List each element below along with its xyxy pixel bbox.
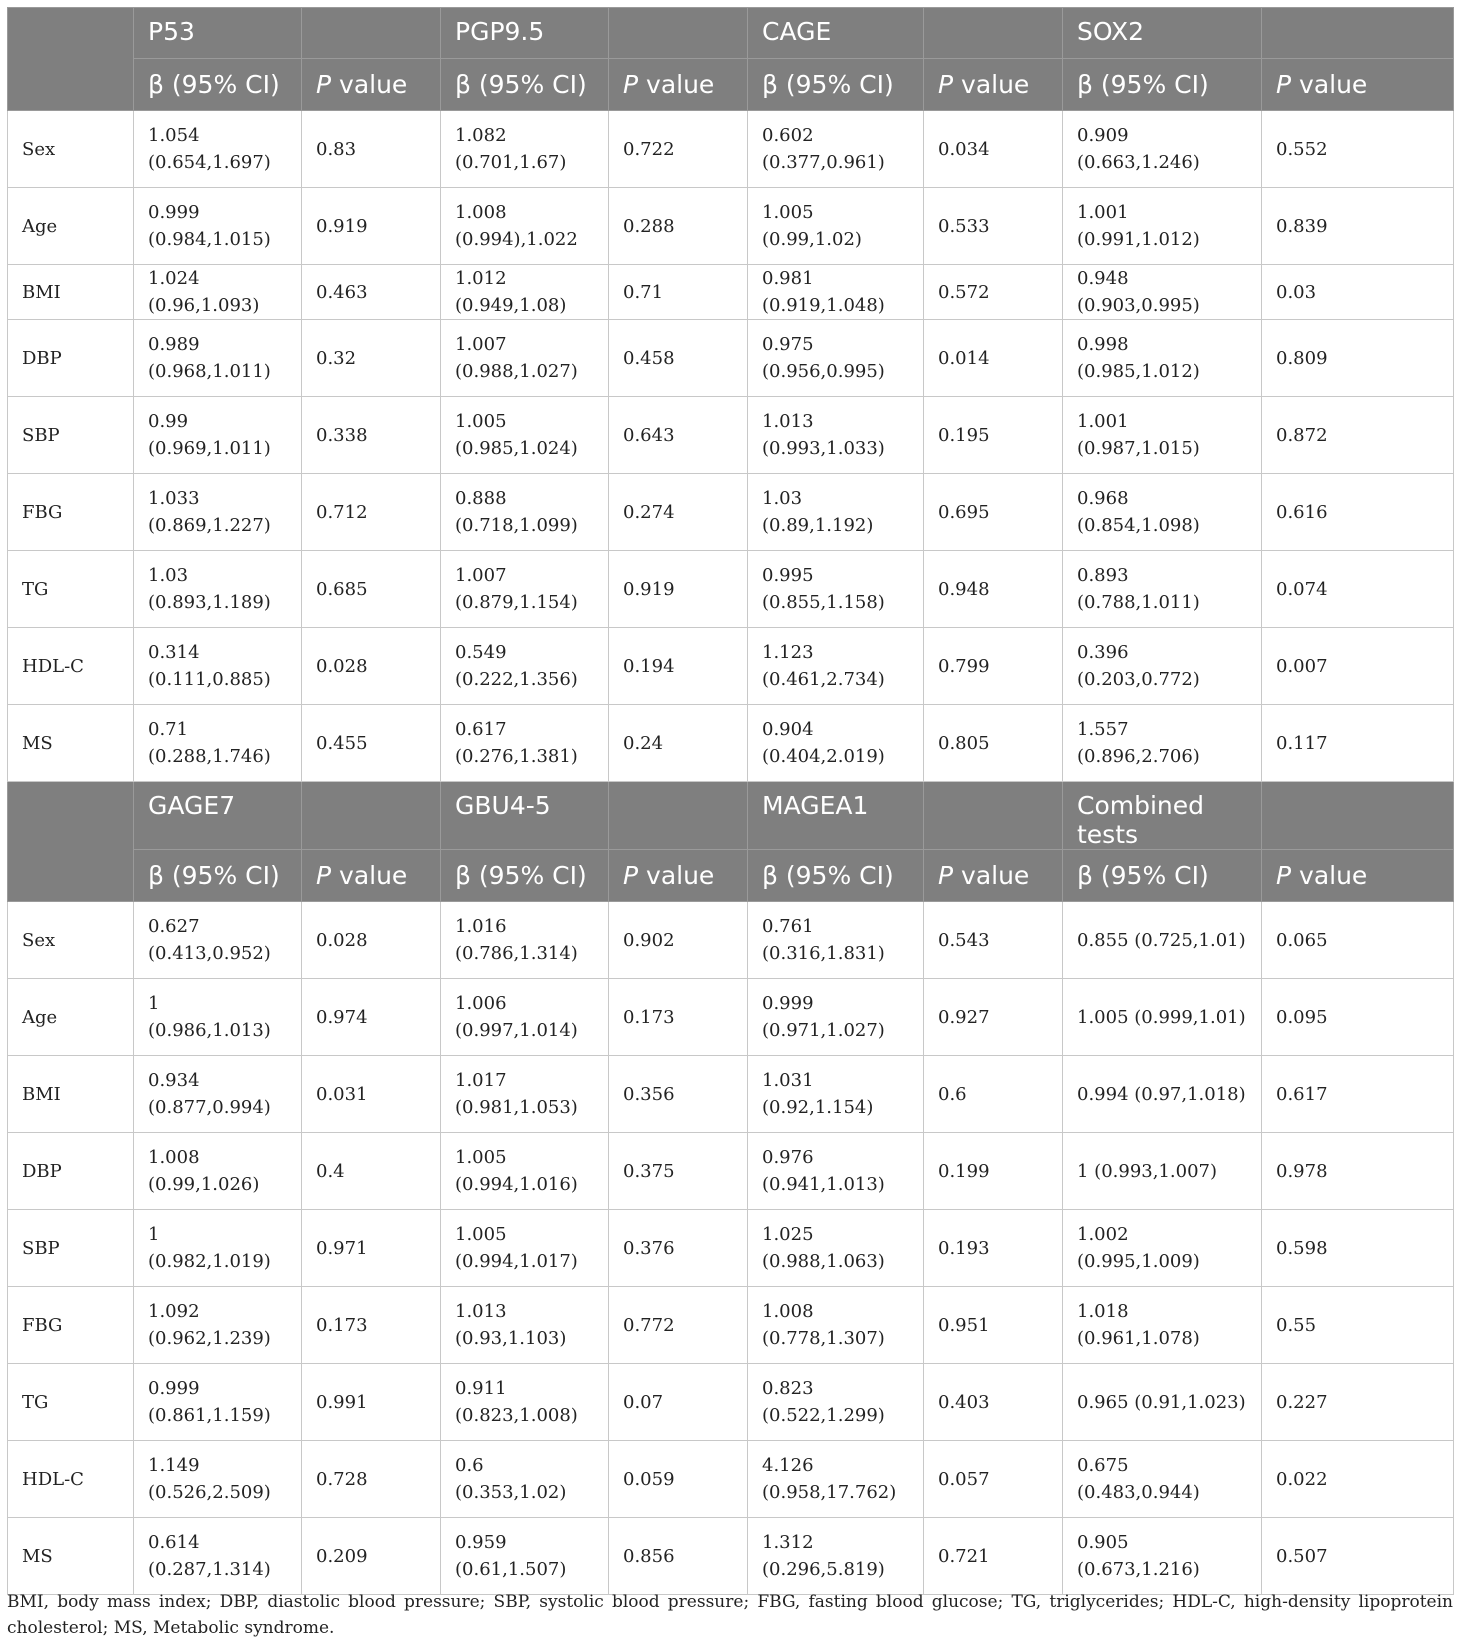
p-value-cell: 0.117: [1262, 705, 1454, 782]
beta-ci-cell: 1.012 (0.949,1.08): [441, 265, 609, 320]
p-value-cell: 0.839: [1262, 188, 1454, 265]
row-label: Age: [8, 188, 134, 265]
group-header: MAGEA1: [748, 782, 924, 850]
p-italic: P: [623, 861, 639, 890]
beta-ci-cell: 0.995 (0.855,1.158): [748, 551, 924, 628]
beta-ci-cell: 0.823 (0.522,1.299): [748, 1364, 924, 1441]
beta-ci-cell: 1.005 (0.994,1.017): [441, 1210, 609, 1287]
row-label: Sex: [8, 902, 134, 979]
beta-ci-cell: 1.005 (0.985,1.024): [441, 397, 609, 474]
group-header-spacer: [609, 8, 748, 59]
p-value-cell: 0.572: [924, 265, 1063, 320]
p-value-cell: 0.695: [924, 474, 1063, 551]
beta-ci-cell: 0.999 (0.971,1.027): [748, 979, 924, 1056]
regression-table: [7, 7, 1454, 1595]
p-value-cell: 0.376: [609, 1210, 748, 1287]
p-value-cell: 0.356: [609, 1056, 748, 1133]
beta-ci-cell: 0.761 (0.316,1.831): [748, 902, 924, 979]
p-value-cell: 0.978: [1262, 1133, 1454, 1210]
table-row: [8, 705, 1454, 782]
row-label: SBP: [8, 1210, 134, 1287]
p-value-cell: 0.919: [302, 188, 441, 265]
beta-ci-cell: 0.627 (0.413,0.952): [134, 902, 302, 979]
beta-ci-cell: 1.025 (0.988,1.063): [748, 1210, 924, 1287]
p-value-cell: 0.288: [609, 188, 748, 265]
p-value-cell: 0.028: [302, 902, 441, 979]
p-italic: P: [1276, 861, 1292, 890]
p-value-word: value: [953, 70, 1030, 99]
row-label: FBG: [8, 474, 134, 551]
beta-ci-cell: 0.905 (0.673,1.216): [1063, 1518, 1262, 1595]
p-value-cell: 0.028: [302, 628, 441, 705]
table-row: [8, 628, 1454, 705]
beta-ci-cell: 0.396 (0.203,0.772): [1063, 628, 1262, 705]
p-value-cell: 0.919: [609, 551, 748, 628]
group-header: CAGE: [748, 8, 924, 59]
row-label: Age: [8, 979, 134, 1056]
table-container: [7, 7, 1453, 1595]
p-value-cell: 0.193: [924, 1210, 1063, 1287]
group-header-spacer: [924, 782, 1063, 850]
p-value-cell: 0.403: [924, 1364, 1063, 1441]
p-value-cell: 0.971: [302, 1210, 441, 1287]
group-header: PGP9.5: [441, 8, 609, 59]
group-header: SOX2: [1063, 8, 1262, 59]
p-value-header: [924, 850, 1063, 902]
table-body: [8, 8, 1454, 1595]
p-value-cell: 0.809: [1262, 320, 1454, 397]
beta-ci-header: β (95% CI): [441, 850, 609, 902]
beta-ci-cell: 1.03 (0.89,1.192): [748, 474, 924, 551]
p-value-cell: 0.83: [302, 111, 441, 188]
p-value-cell: 0.951: [924, 1287, 1063, 1364]
p-value-cell: 0.685: [302, 551, 441, 628]
group-header-spacer: [302, 782, 441, 850]
group-header-spacer: [1262, 8, 1454, 59]
p-value-cell: 0.194: [609, 628, 748, 705]
beta-ci-cell: 0.855 (0.725,1.01): [1063, 902, 1262, 979]
row-label: SBP: [8, 397, 134, 474]
p-value-cell: 0.598: [1262, 1210, 1454, 1287]
p-value-cell: 0.375: [609, 1133, 748, 1210]
table-row: [8, 188, 1454, 265]
beta-ci-cell: 0.549 (0.222,1.356): [441, 628, 609, 705]
p-value-word: value: [638, 861, 715, 890]
p-value-header: [609, 59, 748, 111]
table-row: [8, 397, 1454, 474]
p-value-cell: 0.616: [1262, 474, 1454, 551]
beta-ci-cell: 0.989 (0.968,1.011): [134, 320, 302, 397]
p-value-cell: 0.805: [924, 705, 1063, 782]
beta-ci-cell: 1.031 (0.92,1.154): [748, 1056, 924, 1133]
p-value-cell: 0.507: [1262, 1518, 1454, 1595]
p-value-cell: 0.07: [609, 1364, 748, 1441]
table-row: [8, 320, 1454, 397]
beta-ci-cell: 1.082 (0.701,1.67): [441, 111, 609, 188]
p-value-cell: 0.643: [609, 397, 748, 474]
beta-ci-header: β (95% CI): [1063, 59, 1262, 111]
beta-ci-cell: 1.016 (0.786,1.314): [441, 902, 609, 979]
beta-ci-header: β (95% CI): [441, 59, 609, 111]
beta-ci-cell: 0.314 (0.111,0.885): [134, 628, 302, 705]
table-row: [8, 1210, 1454, 1287]
beta-ci-cell: 1 (0.986,1.013): [134, 979, 302, 1056]
p-value-header: [1262, 59, 1454, 111]
p-value-cell: 0.338: [302, 397, 441, 474]
beta-ci-cell: 1.149 (0.526,2.509): [134, 1441, 302, 1518]
beta-ci-cell: 1.013 (0.93,1.103): [441, 1287, 609, 1364]
row-label: HDL-C: [8, 628, 134, 705]
beta-ci-cell: 1.007 (0.879,1.154): [441, 551, 609, 628]
beta-ci-cell: 1.005 (0.999,1.01): [1063, 979, 1262, 1056]
p-value-header: [1262, 850, 1454, 902]
beta-ci-cell: 1.03 (0.893,1.189): [134, 551, 302, 628]
p-value-cell: 0.074: [1262, 551, 1454, 628]
p-value-cell: 0.022: [1262, 1441, 1454, 1518]
beta-ci-cell: 0.968 (0.854,1.098): [1063, 474, 1262, 551]
p-value-cell: 0.617: [1262, 1056, 1454, 1133]
p-value-word: value: [331, 861, 408, 890]
row-label: DBP: [8, 1133, 134, 1210]
p-value-cell: 0.71: [609, 265, 748, 320]
beta-ci-cell: 1.008 (0.99,1.026): [134, 1133, 302, 1210]
p-value-cell: 0.32: [302, 320, 441, 397]
beta-ci-cell: 0.948 (0.903,0.995): [1063, 265, 1262, 320]
p-value-cell: 0.872: [1262, 397, 1454, 474]
beta-ci-cell: 0.975 (0.956,0.995): [748, 320, 924, 397]
p-value-cell: 0.902: [609, 902, 748, 979]
p-value-cell: 0.059: [609, 1441, 748, 1518]
beta-ci-cell: 0.99 (0.969,1.011): [134, 397, 302, 474]
p-value-cell: 0.24: [609, 705, 748, 782]
p-value-cell: 0.007: [1262, 628, 1454, 705]
beta-ci-cell: 0.6 (0.353,1.02): [441, 1441, 609, 1518]
beta-ci-cell: 1.002 (0.995,1.009): [1063, 1210, 1262, 1287]
p-value-header: [924, 59, 1063, 111]
beta-ci-cell: 0.965 (0.91,1.023): [1063, 1364, 1262, 1441]
beta-ci-cell: 0.71 (0.288,1.746): [134, 705, 302, 782]
p-italic: P: [1276, 70, 1292, 99]
beta-ci-cell: 1.001 (0.987,1.015): [1063, 397, 1262, 474]
p-value-word: value: [1291, 861, 1368, 890]
p-value-cell: 0.772: [609, 1287, 748, 1364]
p-value-cell: 0.195: [924, 397, 1063, 474]
beta-ci-cell: 0.893 (0.788,1.011): [1063, 551, 1262, 628]
row-label: TG: [8, 1364, 134, 1441]
p-value-word: value: [953, 861, 1030, 890]
p-value-cell: 0.991: [302, 1364, 441, 1441]
row-label: TG: [8, 551, 134, 628]
group-header-row: [8, 782, 1454, 850]
beta-ci-cell: 0.675 (0.483,0.944): [1063, 1441, 1262, 1518]
beta-ci-cell: 0.904 (0.404,2.019): [748, 705, 924, 782]
p-value-word: value: [1291, 70, 1368, 99]
beta-ci-header: β (95% CI): [748, 850, 924, 902]
beta-ci-cell: 0.888 (0.718,1.099): [441, 474, 609, 551]
table-row: [8, 1287, 1454, 1364]
beta-ci-cell: 4.126 (0.958,17.762): [748, 1441, 924, 1518]
table-row: [8, 551, 1454, 628]
row-label: Sex: [8, 111, 134, 188]
p-value-cell: 0.463: [302, 265, 441, 320]
p-italic: P: [938, 861, 954, 890]
beta-ci-cell: 0.998 (0.985,1.012): [1063, 320, 1262, 397]
beta-ci-cell: 0.614 (0.287,1.314): [134, 1518, 302, 1595]
p-value-cell: 0.728: [302, 1441, 441, 1518]
table-row: [8, 1056, 1454, 1133]
p-value-cell: 0.543: [924, 902, 1063, 979]
beta-ci-cell: 1 (0.993,1.007): [1063, 1133, 1262, 1210]
p-value-header: [302, 59, 441, 111]
table-row: [8, 1441, 1454, 1518]
p-value-word: value: [638, 70, 715, 99]
beta-ci-cell: 1.008 (0.778,1.307): [748, 1287, 924, 1364]
p-value-cell: 0.721: [924, 1518, 1063, 1595]
p-italic: P: [316, 70, 332, 99]
p-value-cell: 0.55: [1262, 1287, 1454, 1364]
corner-cell: [8, 8, 134, 111]
group-header: P53: [134, 8, 302, 59]
p-value-cell: 0.209: [302, 1518, 441, 1595]
group-header-row: [8, 8, 1454, 59]
p-value-cell: 0.552: [1262, 111, 1454, 188]
beta-ci-cell: 1.017 (0.981,1.053): [441, 1056, 609, 1133]
beta-ci-cell: 1.033 (0.869,1.227): [134, 474, 302, 551]
beta-ci-cell: 0.911 (0.823,1.008): [441, 1364, 609, 1441]
group-header: GBU4-5: [441, 782, 609, 850]
table-row: [8, 265, 1454, 320]
table-row: [8, 474, 1454, 551]
beta-ci-cell: 1.007 (0.988,1.027): [441, 320, 609, 397]
row-label: MS: [8, 1518, 134, 1595]
p-value-cell: 0.014: [924, 320, 1063, 397]
group-header: Combined tests: [1063, 782, 1262, 850]
beta-ci-cell: 0.999 (0.861,1.159): [134, 1364, 302, 1441]
row-label: HDL-C: [8, 1441, 134, 1518]
p-value-cell: 0.6: [924, 1056, 1063, 1133]
beta-ci-cell: 0.959 (0.61,1.507): [441, 1518, 609, 1595]
p-italic: P: [623, 70, 639, 99]
p-value-cell: 0.4: [302, 1133, 441, 1210]
beta-ci-cell: 0.617 (0.276,1.381): [441, 705, 609, 782]
beta-ci-cell: 1.123 (0.461,2.734): [748, 628, 924, 705]
p-value-header: [302, 850, 441, 902]
p-value-cell: 0.173: [302, 1287, 441, 1364]
row-label: BMI: [8, 265, 134, 320]
group-header-spacer: [1262, 782, 1454, 850]
beta-ci-header: β (95% CI): [748, 59, 924, 111]
row-label: MS: [8, 705, 134, 782]
p-value-word: value: [331, 70, 408, 99]
beta-ci-cell: 1.006 (0.997,1.014): [441, 979, 609, 1056]
p-value-header: [609, 850, 748, 902]
beta-ci-header: β (95% CI): [134, 850, 302, 902]
table-row: [8, 902, 1454, 979]
p-italic: P: [316, 861, 332, 890]
table-row: [8, 111, 1454, 188]
group-header-spacer: [924, 8, 1063, 59]
beta-ci-cell: 1.092 (0.962,1.239): [134, 1287, 302, 1364]
beta-ci-header: β (95% CI): [134, 59, 302, 111]
beta-ci-cell: 1.312 (0.296,5.819): [748, 1518, 924, 1595]
table-row: [8, 1364, 1454, 1441]
beta-ci-cell: 1.018 (0.961,1.078): [1063, 1287, 1262, 1364]
subheader-row: [8, 850, 1454, 902]
p-value-cell: 0.057: [924, 1441, 1063, 1518]
p-value-cell: 0.722: [609, 111, 748, 188]
beta-ci-cell: 0.981 (0.919,1.048): [748, 265, 924, 320]
p-value-cell: 0.274: [609, 474, 748, 551]
corner-cell: [8, 782, 134, 902]
p-italic: P: [938, 70, 954, 99]
row-label: DBP: [8, 320, 134, 397]
p-value-cell: 0.455: [302, 705, 441, 782]
p-value-cell: 0.034: [924, 111, 1063, 188]
table-row: [8, 1133, 1454, 1210]
p-value-cell: 0.065: [1262, 902, 1454, 979]
beta-ci-cell: 1.005 (0.994,1.016): [441, 1133, 609, 1210]
group-header: GAGE7: [134, 782, 302, 850]
beta-ci-cell: 1.054 (0.654,1.697): [134, 111, 302, 188]
row-label: FBG: [8, 1287, 134, 1364]
beta-ci-cell: 1.008 (0.994),1.022: [441, 188, 609, 265]
p-value-cell: 0.227: [1262, 1364, 1454, 1441]
beta-ci-cell: 1.557 (0.896,2.706): [1063, 705, 1262, 782]
beta-ci-cell: 0.994 (0.97,1.018): [1063, 1056, 1262, 1133]
group-header-spacer: [609, 782, 748, 850]
group-header-spacer: [302, 8, 441, 59]
p-value-cell: 0.173: [609, 979, 748, 1056]
p-value-cell: 0.199: [924, 1133, 1063, 1210]
beta-ci-cell: 0.909 (0.663,1.246): [1063, 111, 1262, 188]
p-value-cell: 0.927: [924, 979, 1063, 1056]
p-value-cell: 0.974: [302, 979, 441, 1056]
beta-ci-cell: 0.999 (0.984,1.015): [134, 188, 302, 265]
p-value-cell: 0.856: [609, 1518, 748, 1595]
beta-ci-cell: 1 (0.982,1.019): [134, 1210, 302, 1287]
beta-ci-cell: 1.005 (0.99,1.02): [748, 188, 924, 265]
table-row: [8, 1518, 1454, 1595]
p-value-cell: 0.712: [302, 474, 441, 551]
beta-ci-header: β (95% CI): [1063, 850, 1262, 902]
beta-ci-cell: 0.602 (0.377,0.961): [748, 111, 924, 188]
subheader-row: [8, 59, 1454, 111]
p-value-cell: 0.095: [1262, 979, 1454, 1056]
p-value-cell: 0.031: [302, 1056, 441, 1133]
p-value-cell: 0.948: [924, 551, 1063, 628]
beta-ci-cell: 0.976 (0.941,1.013): [748, 1133, 924, 1210]
beta-ci-cell: 1.001 (0.991,1.012): [1063, 188, 1262, 265]
beta-ci-cell: 1.013 (0.993,1.033): [748, 397, 924, 474]
row-label: BMI: [8, 1056, 134, 1133]
p-value-cell: 0.458: [609, 320, 748, 397]
table-row: [8, 979, 1454, 1056]
table-footnote: BMI, body mass index; DBP, diastolic blood pressure; SBP, systolic blood pressure; FBG, fasting blood glucose; TG, triglycerides; HDL-C, high-density lipoprotein cholesterol; MS, Metabolic syndrome.: [7, 1592, 1453, 1638]
p-value-cell: 0.03: [1262, 265, 1454, 320]
beta-ci-cell: 0.934 (0.877,0.994): [134, 1056, 302, 1133]
p-value-cell: 0.533: [924, 188, 1063, 265]
p-value-cell: 0.799: [924, 628, 1063, 705]
beta-ci-cell: 1.024 (0.96,1.093): [134, 265, 302, 320]
